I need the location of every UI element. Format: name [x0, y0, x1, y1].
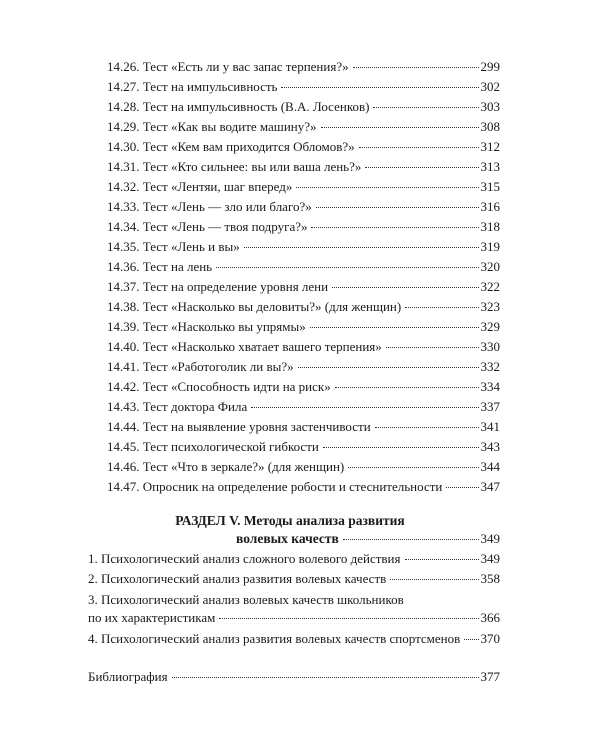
toc-entry-14-33: [107, 198, 500, 216]
section-item-label: 2. Психологический анализ развития волевых качеств: [88, 571, 387, 586]
toc-entry-page: 329: [480, 319, 500, 334]
toc-entry-label: 14.45. Тест психологической гибкости: [107, 439, 319, 454]
toc-entry-label: 14.37. Тест на определение уровня лени: [107, 279, 329, 294]
dot-leader: [359, 147, 479, 148]
dot-leader: [353, 67, 479, 68]
toc-entry-label: 14.46. Тест «Что в зеркале?» (для женщин): [107, 459, 345, 474]
section-title-line2: [236, 530, 500, 548]
toc-entry-14-44: [107, 418, 500, 436]
toc-entry-label: 14.40. Тест «Насколько хватает вашего терпения»: [107, 339, 382, 354]
bibliography-label: Библиография: [88, 669, 168, 684]
toc-entry-14-26: [107, 58, 500, 76]
section-item-page: 349: [480, 551, 500, 566]
toc-entry-label: 14.29. Тест «Как вы водите машину?»: [107, 119, 317, 134]
toc-entry-page: 343: [480, 439, 500, 454]
toc-entry-14-34: [107, 218, 500, 236]
dot-leader: [310, 327, 479, 328]
toc-entry-14-42: [107, 378, 500, 396]
section-page: 349: [480, 531, 500, 546]
toc-entry-label: 14.26. Тест «Есть ли у вас запас терпения?»: [107, 59, 349, 74]
dot-leader: [281, 87, 478, 88]
toc-entry-page: 322: [480, 279, 500, 294]
dot-leader: [298, 367, 479, 368]
toc-entry-14-38: [107, 298, 500, 316]
section-item-page: 358: [480, 571, 500, 586]
toc-entry-14-37: [107, 278, 500, 296]
toc-entry-label: 14.38. Тест «Насколько вы деловиты?» (для женщин): [107, 299, 402, 314]
toc-entry-14-43: [107, 398, 500, 416]
toc-entry-page: 341: [480, 419, 500, 434]
toc-entry-page: 334: [480, 379, 500, 394]
toc-entry-label: 14.44. Тест на выявление уровня застенчивости: [107, 419, 371, 434]
dot-leader: [311, 227, 478, 228]
toc-entry-label: 14.36. Тест на лень: [107, 259, 213, 274]
dot-leader: [244, 247, 479, 248]
toc-entry-14-32: [107, 178, 500, 196]
toc-entry-page: 316: [480, 199, 500, 214]
dot-leader: [323, 447, 479, 448]
dot-leader: [464, 639, 478, 640]
toc-entry-14-40: [107, 338, 500, 356]
section-item-label: 1. Психологический анализ сложного волевого действия: [88, 551, 401, 566]
toc-entry-page: 344: [480, 459, 500, 474]
toc-entry-14-29: [107, 118, 500, 136]
toc-entry-label: 14.34. Тест «Лень — твоя подруга?»: [107, 219, 308, 234]
bibliography-page: 377: [480, 669, 500, 684]
section-item-4: [88, 630, 500, 648]
section-item-2: [88, 570, 500, 588]
dot-leader: [332, 287, 478, 288]
section-title-line1: РАЗДЕЛ V. Методы анализа развития: [175, 513, 405, 528]
toc-entry-14-27: [107, 78, 500, 96]
dot-leader: [375, 427, 479, 428]
toc-entry-14-36: [107, 258, 500, 276]
dot-leader: [335, 387, 479, 388]
dot-leader: [386, 347, 479, 348]
dot-leader: [216, 267, 478, 268]
toc-entry-label: 14.35. Тест «Лень и вы»: [107, 239, 240, 254]
toc-entry-label: 14.28. Тест на импульсивность (В.А. Лосенков): [107, 99, 370, 114]
toc-entry-page: 320: [480, 259, 500, 274]
section-item-label: 4. Психологический анализ развития волевых качеств спортсменов: [88, 631, 461, 646]
dot-leader: [373, 107, 478, 108]
section-item-page: 370: [480, 631, 500, 646]
toc-entry-page: 308: [480, 119, 500, 134]
toc-entry-14-41: [107, 358, 500, 376]
dot-leader: [365, 167, 478, 168]
section-item-label: 3. Психологический анализ волевых качеств школьников: [88, 592, 404, 607]
section-item-page: 366: [480, 610, 500, 625]
toc-entry-label: 14.42. Тест «Способность идти на риск»: [107, 379, 331, 394]
dot-leader: [390, 579, 478, 580]
dot-leader: [405, 307, 478, 308]
toc-entry-label: 14.47. Опросник на определение робости и стеснительности: [107, 479, 443, 494]
dot-leader: [348, 467, 478, 468]
dot-leader: [219, 618, 478, 619]
section-item-3-line2: [88, 609, 500, 627]
toc-entry-14-35: [107, 238, 500, 256]
toc-entry-page: 313: [480, 159, 500, 174]
toc-entry-14-39: [107, 318, 500, 336]
toc-entry-label: 14.32. Тест «Лентяи, шаг вперед»: [107, 179, 293, 194]
toc-entry-page: 347: [480, 479, 500, 494]
toc-entry-page: 315: [480, 179, 500, 194]
dot-leader: [321, 127, 479, 128]
toc-entry-label: 14.39. Тест «Насколько вы упрямы»: [107, 319, 306, 334]
toc-entry-page: 302: [480, 79, 500, 94]
toc-entry-14-28: [107, 98, 500, 116]
dot-leader: [172, 677, 479, 678]
dot-leader: [296, 187, 478, 188]
toc-entry-page: 299: [480, 59, 500, 74]
toc-entry-label: 14.31. Тест «Кто сильнее: вы или ваша лень?»: [107, 159, 362, 174]
dot-leader: [446, 487, 478, 488]
toc-entry-page: 330: [480, 339, 500, 354]
toc-entry-14-31: [107, 158, 500, 176]
dot-leader: [405, 559, 479, 560]
toc-entry-page: 337: [480, 399, 500, 414]
toc-entry-page: 323: [480, 299, 500, 314]
dot-leader: [316, 207, 479, 208]
toc-entry-page: 332: [480, 359, 500, 374]
bibliography-entry: [88, 668, 500, 686]
toc-entry-14-46: [107, 458, 500, 476]
dot-leader: [251, 407, 478, 408]
toc-entry-label: 14.41. Тест «Работоголик ли вы?»: [107, 359, 294, 374]
toc-entry-page: 312: [480, 139, 500, 154]
toc-entry-label: 14.43. Тест доктора Фила: [107, 399, 248, 414]
dot-leader: [343, 539, 479, 540]
toc-entry-page: 319: [480, 239, 500, 254]
toc-entry-label: 14.30. Тест «Кем вам приходится Обломов?»: [107, 139, 355, 154]
section-title-text: волевых качеств: [236, 531, 339, 546]
section-item-label-cont: по их характеристикам: [88, 610, 216, 625]
toc-entry-page: 318: [480, 219, 500, 234]
toc-entry-page: 303: [480, 99, 500, 114]
section-item-3-line1: [88, 591, 500, 609]
toc-entry-14-47: [107, 478, 500, 496]
toc-entry-14-45: [107, 438, 500, 456]
toc-entry-14-30: [107, 138, 500, 156]
toc-entry-label: 14.27. Тест на импульсивность: [107, 79, 278, 94]
section-item-1: [88, 550, 500, 568]
toc-entry-label: 14.33. Тест «Лень — зло или благо?»: [107, 199, 312, 214]
